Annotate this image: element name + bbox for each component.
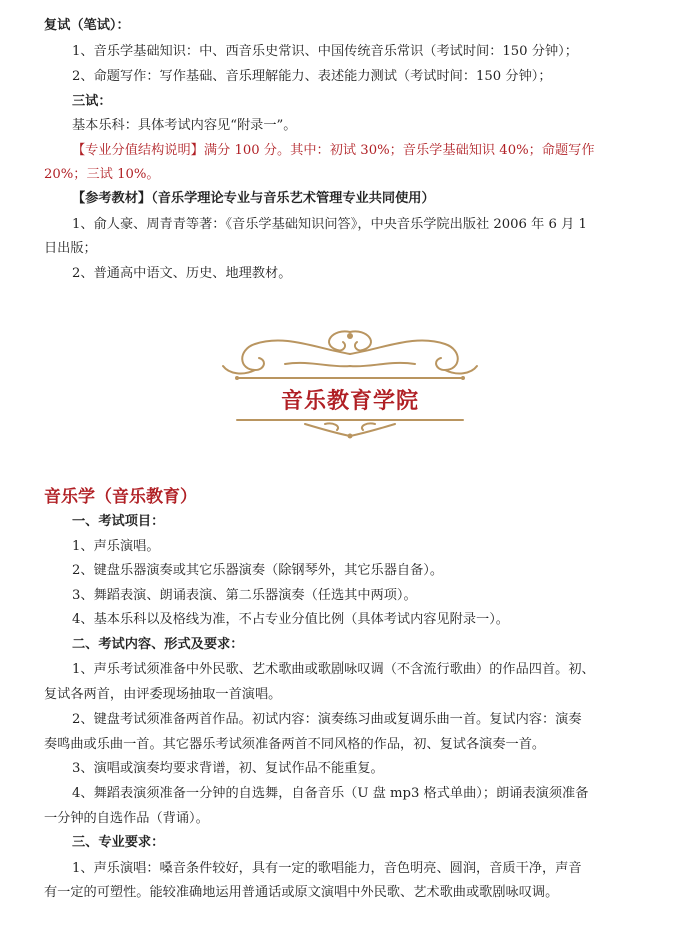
reference-scope: （音乐学理论专业与音乐艺术管理专业共同使用）	[151, 191, 435, 206]
ornament-icon	[215, 326, 485, 440]
section-title: 音乐学（音乐教育）	[44, 487, 197, 507]
section-banner	[215, 326, 485, 440]
requirement-1-line-2: 有一定的可塑性。能较准确地运用普通话或原文演唱中外民歌、艺术歌曲或歌剧咏叹调。	[44, 885, 559, 900]
exam-item-2: 2、键盘乐器演奏或其它乐器演奏（除钢琴外，其它乐器自备）。	[72, 563, 444, 578]
exam-content-heading: 二、考试内容、形式及要求：	[72, 637, 244, 652]
reference-label: 【参考教材】	[72, 191, 152, 206]
third-test-text: 基本乐科：具体考试内容见“附录一”。	[72, 118, 297, 133]
retest-item-1: 1、音乐学基础知识：中、西音乐史常识、中国传统音乐常识（考试时间：150 分钟）；	[72, 44, 578, 59]
reference-item-1-line-2: 日出版；	[44, 241, 97, 256]
retest-item-2: 2、命题写作：写作基础、音乐理解能力、表述能力测试（考试时间：150 分钟）；	[72, 69, 552, 84]
exam-content-1-line-1: 1、声乐考试须准备中外民歌、艺术歌曲或歌剧咏叹调（不含流行歌曲）的作品四首。初、	[72, 662, 595, 677]
score-structure-line-1	[72, 142, 660, 160]
score-structure-line-2: 20%；三试 10%。	[44, 167, 160, 182]
score-structure-label: 【专业分值结构说明】	[72, 143, 204, 158]
banner-title: 音乐教育学院	[280, 388, 419, 414]
exam-content-1-line-2: 复试各两首，由评委现场抽取一首演唱。	[44, 687, 282, 702]
exam-item-3: 3、舞蹈表演、朗诵表演、第二乐器演奏（任选其中两项）。	[72, 588, 417, 603]
exam-content-2-line-2: 奏鸣曲或乐曲一首。其它器乐考试须准备两首不同风格的作品，初、复试各演奏一首。	[44, 737, 546, 752]
exam-content-2-line-1: 2、键盘考试须准备两首作品。初试内容：演奏练习曲或复调乐曲一首。复试内容：演奏	[72, 712, 582, 727]
score-structure-text: 满分 100 分。其中：初试 30%；音乐学基础知识 40%；命题写作	[203, 143, 595, 158]
exam-item-4: 4、基本乐科以及格线为准，不占专业分值比例（具体考试内容见附录一）。	[72, 612, 509, 627]
exam-items-heading: 一、考试项目：	[72, 514, 165, 529]
exam-item-1: 1、声乐演唱。	[72, 539, 160, 554]
retest-heading: 复试（笔试）：	[44, 18, 130, 33]
third-test-heading: 三试：	[72, 94, 112, 109]
exam-content-4-line-2: 一分钟的自选作品（背诵）。	[44, 811, 209, 826]
reference-item-2: 2、普通高中语文、历史、地理教材。	[72, 266, 292, 281]
requirements-heading: 三、专业要求：	[72, 835, 165, 850]
reference-heading	[72, 190, 660, 208]
requirement-1-line-1: 1、声乐演唱：嗓音条件较好，具有一定的歌唱能力，音色明亮、圆润，音质干净，声音	[72, 861, 582, 876]
exam-content-3: 3、演唱或演奏均要求背谱，初、复试作品不能重复。	[72, 761, 384, 776]
exam-content-4-line-1: 4、舞蹈表演须准备一分钟的自选舞，自备音乐（U 盘 mp3 格式单曲）；朗诵表演须准备	[72, 786, 589, 801]
reference-item-1-line-1: 1、俞人豪、周青青等著：《音乐学基础知识问答》，中央音乐学院出版社 2006 年 6 月 1	[72, 217, 587, 232]
